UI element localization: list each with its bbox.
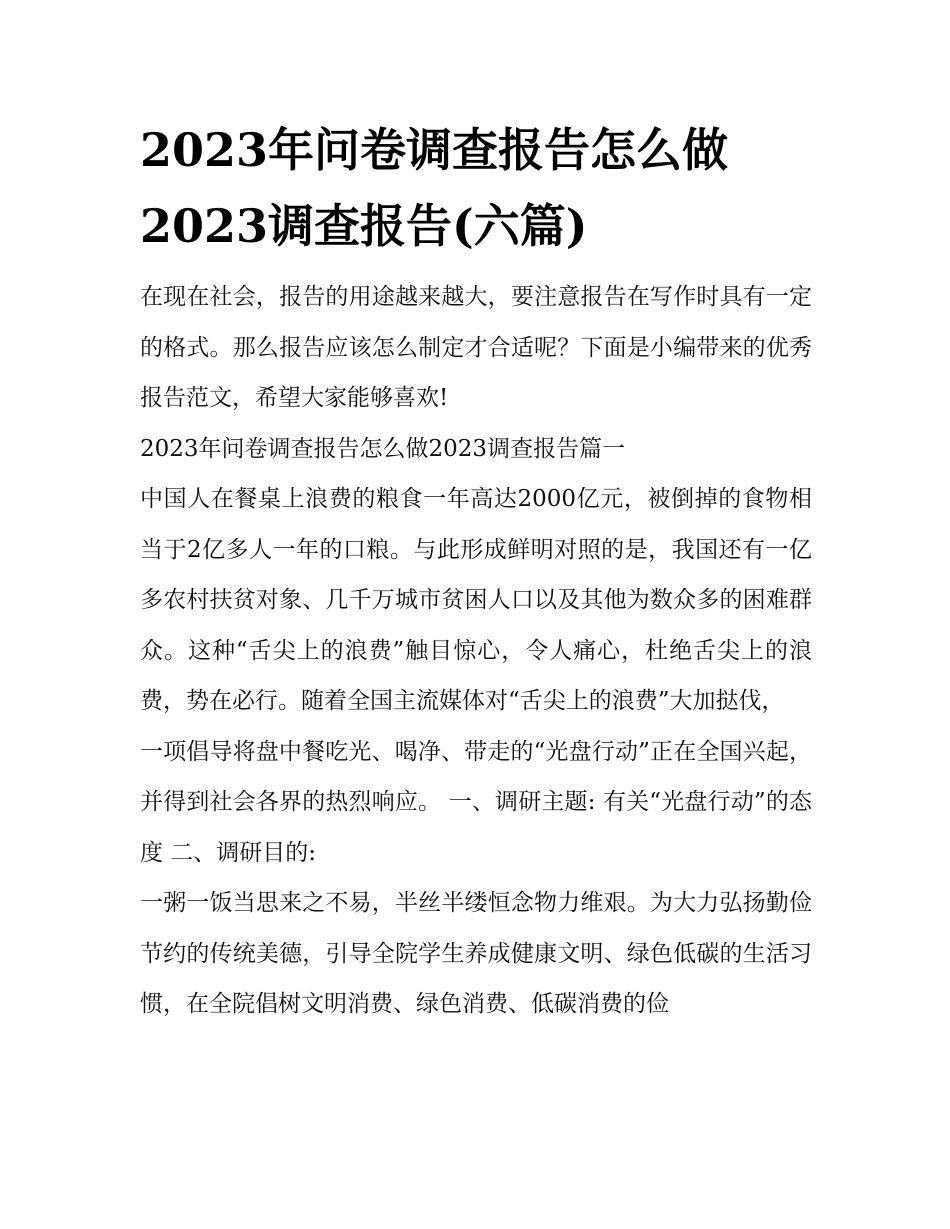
body-paragraph-3: 一粥一饭当思来之不易，半丝半缕恒念物力维艰。为大力弘扬勤俭节约的传统美德，引导全院学生养成健康文明、绿色低碳的生活习惯，在全院倡树文明消费、绿色消费、低碳消费的俭 xyxy=(140,890,812,1017)
document-title xyxy=(140,112,812,264)
title-line-1: 2023年问卷调查报告怎么做 xyxy=(140,123,729,177)
body-paragraph-1: 中国人在餐桌上浪费的粮食一年高达2000亿元，被倒掉的食物相当于2亿多人一年的口粮。与此形成鲜明对照的是，我国还有一亿多农村扶贫对象、几千万城市贫困人口以及其他为数众多的困难群众。这种“舌尖上的浪费”触目惊心，令人痛心，杜绝舌尖上的浪费，势在必行。随着全国主流媒体对“舌尖上的浪费”大加挞伐， xyxy=(140,486,812,714)
title-line-2: 2023调查报告(六篇) xyxy=(140,199,588,253)
document-content xyxy=(140,112,812,1030)
intro-paragraph: 在现在社会，报告的用途越来越大，要注意报告在写作时具有一定的格式。那么报告应该怎么制定才合适呢？下面是小编带来的优秀报告范文，希望大家能够喜欢! xyxy=(140,284,812,411)
document-body xyxy=(140,272,812,1030)
body-paragraph-2: 一项倡导将盘中餐吃光、喝净、带走的“光盘行动”正在全国兴起，并得到社会各界的热烈响应。 一、调研主题: 有关“光盘行动”的态度 二、调研目的: xyxy=(140,738,812,866)
section-heading: 2023年问卷调查报告怎么做2023调查报告篇一 xyxy=(140,435,626,462)
